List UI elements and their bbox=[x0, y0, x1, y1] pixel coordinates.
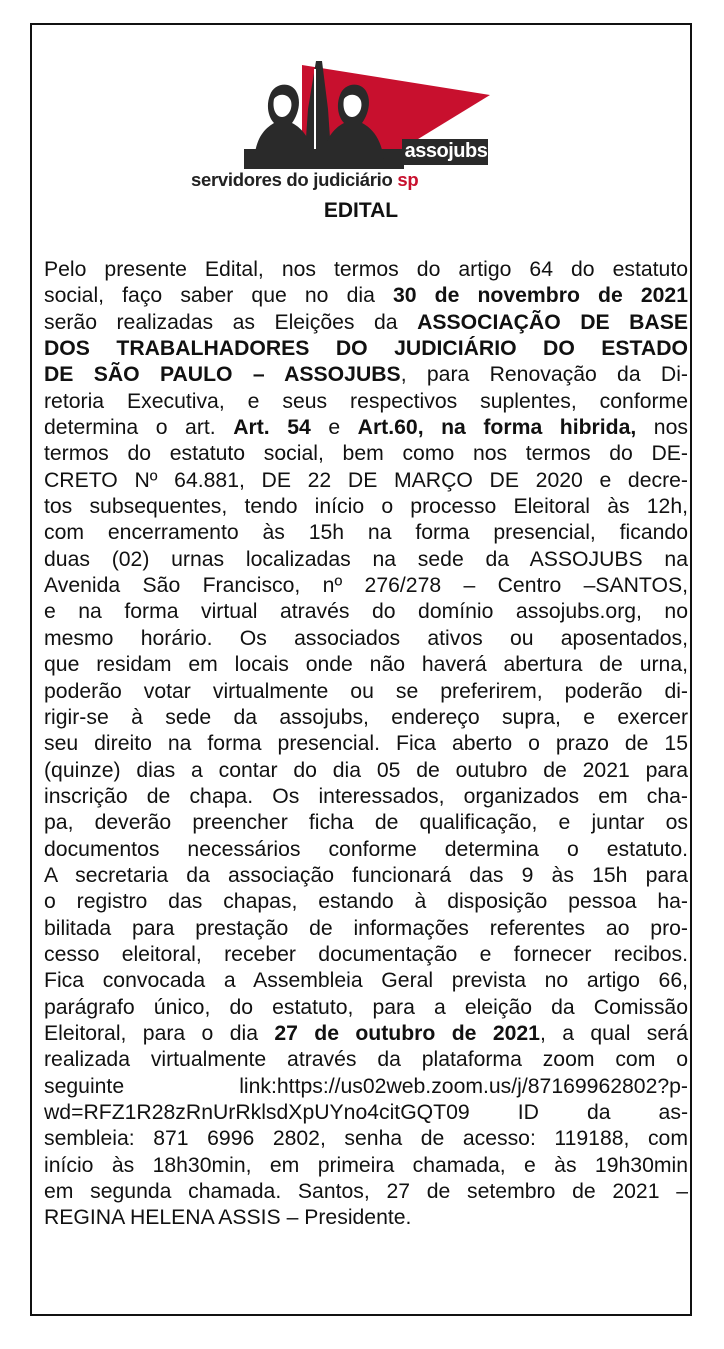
body-line bbox=[44, 1047, 688, 1073]
body-line bbox=[44, 810, 688, 836]
body-line bbox=[44, 283, 688, 309]
body-line bbox=[44, 1179, 688, 1205]
body-text: wd=RFZ1R28zRnUrRklsdXpUYno4citGQT09 ID da as- bbox=[44, 1101, 688, 1124]
body-text: tos subsequentes, tendo início o processo Eleitoral às 12h, bbox=[44, 495, 688, 519]
body-line bbox=[44, 626, 688, 652]
body-line bbox=[44, 705, 688, 731]
body-text: seguinte link:https://us02web.zoom.us/j/87169962802?p- bbox=[44, 1074, 688, 1098]
body-text: bilitada para prestação de informações referentes ao pro- bbox=[44, 916, 688, 940]
body-line bbox=[44, 1153, 688, 1179]
body-text: Avenida São Francisco, nº 276/278 – Centro –SANTOS, bbox=[44, 574, 688, 598]
body-line bbox=[44, 336, 688, 362]
body-text: determina o art. bbox=[44, 416, 234, 440]
body-line bbox=[44, 679, 688, 705]
body-line bbox=[44, 362, 688, 388]
body-line bbox=[44, 1126, 688, 1152]
body-text: DOS TRABALHADORES DO JUDICIÁRIO DO ESTADO bbox=[44, 337, 688, 361]
body-text: com encerramento às 15h na forma presencial, ficando bbox=[44, 521, 688, 545]
body-line bbox=[44, 652, 688, 678]
body-text: em segunda chamada. Santos, 27 de setembro de 2021 – bbox=[44, 1180, 688, 1204]
body-text: que residam em locais onde não haverá abertura de urna, bbox=[44, 653, 688, 677]
body-text: Art. 54 bbox=[233, 416, 311, 440]
body-text: e na forma virtual através do domínio assojubs.org, no bbox=[44, 600, 688, 624]
body-line bbox=[44, 468, 688, 494]
notice-frame bbox=[30, 23, 692, 1316]
logo-subtitle-suffix: sp bbox=[397, 169, 419, 190]
body-text: o registro das chapas, estando à disposição pessoa ha- bbox=[44, 890, 688, 914]
body-text: 30 de novembro de 2021 bbox=[392, 284, 688, 308]
body-line bbox=[44, 599, 688, 625]
body-text: ASSOCIAÇÃO DE BASE bbox=[417, 310, 688, 334]
logo-subtitle-text: servidores do judiciário bbox=[191, 169, 393, 190]
body-line bbox=[44, 1074, 688, 1100]
body-text: parágrafo único, do estatuto, para a eleição da Comissão bbox=[44, 995, 688, 1019]
body-text: retoria Executiva, e seus respectivos suplentes, conforme bbox=[44, 389, 688, 413]
body-text: CRETO Nº 64.881, DE 22 DE MARÇO DE 2020 e decre- bbox=[44, 468, 688, 492]
body-line bbox=[44, 731, 688, 757]
body-text: e bbox=[310, 416, 358, 440]
body-text: mesmo horário. Os associados ativos ou aposentados, bbox=[44, 626, 688, 650]
body-text: REGINA HELENA ASSIS – Presidente. bbox=[44, 1206, 412, 1230]
body-line bbox=[44, 415, 688, 441]
body-line bbox=[44, 784, 688, 810]
body-text: início às 18h30min, em primeira chamada, e às 19h30min bbox=[44, 1153, 688, 1177]
body-text: (quinze) dias a contar do dia 05 de outubro de 2021 para bbox=[44, 758, 688, 782]
body-line bbox=[44, 758, 688, 784]
page-title: EDITAL bbox=[323, 199, 399, 222]
body-line bbox=[44, 573, 688, 599]
body-line bbox=[44, 547, 688, 573]
body-line bbox=[44, 889, 688, 915]
body-text: Pelo presente Edital, nos termos do artigo 64 do estatuto bbox=[44, 258, 688, 281]
body-text: duas (02) urnas localizadas na sede da ASSOJUBS na bbox=[44, 547, 688, 571]
body-line bbox=[44, 863, 688, 889]
body-text: cesso eleitoral, receber documentação e fornecer recibos. bbox=[44, 942, 688, 966]
body-text: A secretaria da associação funcionará das 9 às 15h para bbox=[44, 863, 688, 887]
body-line bbox=[44, 494, 688, 520]
body-text: poderão votar virtualmente ou se preferirem, poderão di- bbox=[44, 679, 688, 703]
body-text: Art.60, na forma hibrida, bbox=[357, 416, 637, 440]
body-line bbox=[44, 837, 688, 863]
body-text: nos bbox=[636, 416, 688, 440]
body-text: , para Renovação da Di- bbox=[400, 363, 688, 387]
body-line bbox=[44, 968, 688, 994]
body-text: documentos necessários conforme determina o estatuto. bbox=[44, 837, 688, 861]
body-line bbox=[44, 257, 688, 283]
logo-subtitle bbox=[191, 169, 491, 191]
logo-emblem-icon bbox=[244, 39, 494, 189]
body-text: serão realizadas as Eleições da bbox=[44, 310, 418, 334]
body-text: 27 de outubro de 2021 bbox=[274, 1021, 540, 1045]
body-text: pa, deverão preencher ficha de qualificação, e juntar os bbox=[44, 811, 688, 835]
body-line bbox=[44, 942, 688, 968]
body-text: realizada virtualmente através da plataforma zoom com o bbox=[44, 1048, 688, 1072]
body-text: seu direito na forma presencial. Fica aberto o prazo de 15 bbox=[44, 732, 688, 756]
body-line bbox=[44, 916, 688, 942]
body-line bbox=[44, 1205, 688, 1231]
body-line bbox=[44, 995, 688, 1021]
body-line bbox=[44, 310, 688, 336]
body-line bbox=[44, 1100, 688, 1126]
body-text: rigir-se à sede da assojubs, endereço supra, e exercer bbox=[44, 705, 688, 729]
body-text: termos do estatuto social, bem como nos termos do DE- bbox=[44, 442, 688, 466]
notice-body bbox=[44, 257, 688, 1232]
body-line bbox=[44, 520, 688, 546]
body-text: , a qual será bbox=[539, 1021, 688, 1045]
body-line bbox=[44, 441, 688, 467]
body-line bbox=[44, 389, 688, 415]
body-text: inscrição de chapa. Os interessados, organizados em cha- bbox=[44, 784, 688, 808]
body-text: Fica convocada a Assembleia Geral prevista no artigo 66, bbox=[44, 969, 688, 993]
body-line bbox=[44, 1021, 688, 1047]
body-text: social, faço saber que no dia bbox=[44, 284, 393, 308]
body-text: sembleia: 871 6996 2802, senha de acesso: 119188, com bbox=[44, 1127, 688, 1151]
body-text: DE SÃO PAULO – ASSOJUBS bbox=[44, 363, 401, 387]
body-text: Eleitoral, para o dia bbox=[44, 1021, 275, 1045]
logo-name: assojubs bbox=[404, 140, 488, 162]
